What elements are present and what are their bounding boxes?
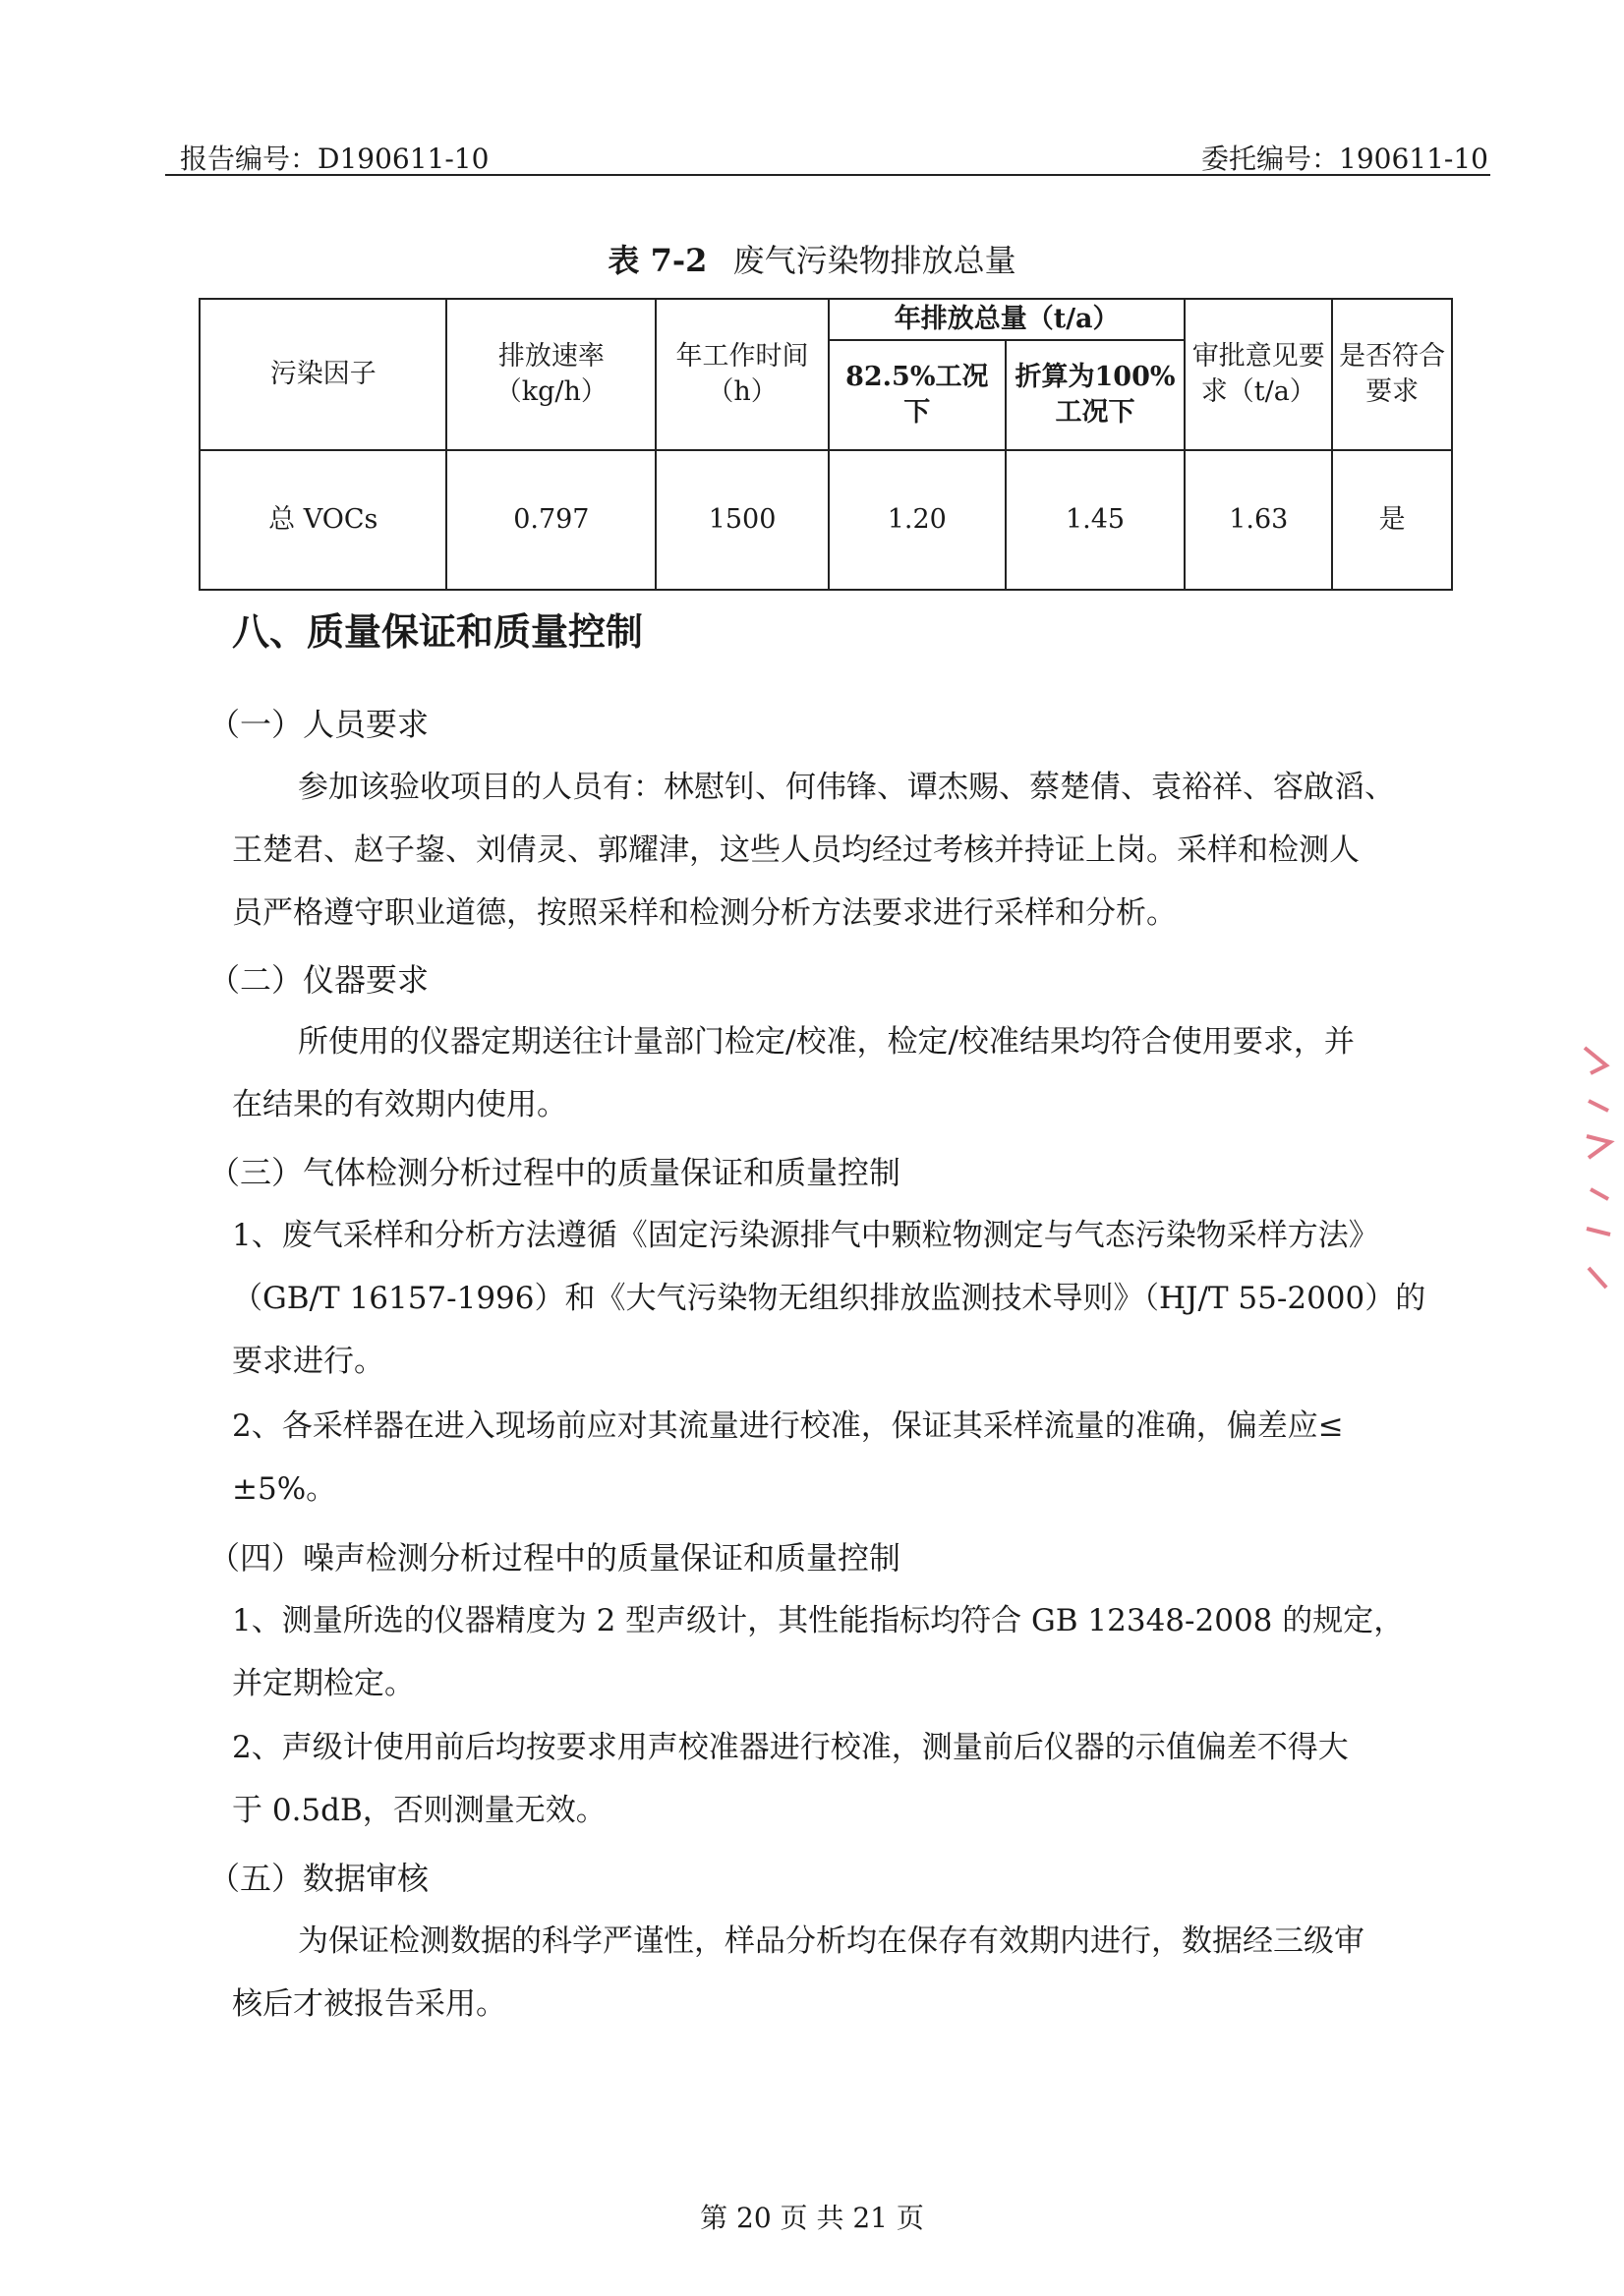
cell-compliant: 是 <box>1332 450 1452 590</box>
s1-line-2: 王楚君、赵子鋆、刘倩灵、郭耀津，这些人员均经过考核并持证上岗。采样和检测人 <box>232 832 1360 868</box>
th-hours: 年工作时间（h） <box>656 299 829 450</box>
th-sub-100: 折算为100%工况下 <box>1006 340 1186 450</box>
s2-line-1: 所使用的仪器定期送往计量部门检定/校准，检定/校准结果均符合使用要求，并 <box>298 1024 1355 1060</box>
table-caption <box>0 236 1624 281</box>
cell-rate: 0.797 <box>446 450 656 590</box>
th-compliant: 是否符合要求 <box>1332 299 1452 450</box>
s3-line-3: 要求进行。 <box>232 1344 384 1379</box>
s1-line-3: 员严格遵守职业道德，按照采样和检测分析方法要求进行采样和分析。 <box>232 895 1177 931</box>
s5-line-2: 核后才被报告采用。 <box>232 1986 506 2022</box>
th-total: 年排放总量（t/a） <box>829 299 1185 340</box>
s4-line-1: 1、测量所选的仪器精度为 2 型声级计，其性能指标均符合 GB 12348-2008 的规定， <box>232 1603 1405 1638</box>
commission-number: 委托编号：190611-10 <box>1201 143 1488 175</box>
th-sub-82: 82.5%工况下 <box>829 340 1006 450</box>
cell-approval: 1.63 <box>1185 450 1332 590</box>
s2-line-2: 在结果的有效期内使用。 <box>232 1087 567 1122</box>
s5-line-1: 为保证检测数据的科学严谨性，样品分析均在保存有效期内进行，数据经三级审 <box>298 1923 1364 1959</box>
page-number: 第 20 页 共 21 页 <box>700 2202 924 2234</box>
th-factor: 污染因子 <box>200 299 446 450</box>
cell-factor: 总 VOCs <box>200 450 446 590</box>
cell-hours: 1500 <box>656 450 829 590</box>
s4-line-3: 2、声级计使用前后均按要求用声校准器进行校准，测量前后仪器的示值偏差不得大 <box>232 1730 1349 1765</box>
s4-line-4: 于 0.5dB，否则测量无效。 <box>232 1793 607 1828</box>
th-approval: 审批意见要求（t/a） <box>1185 299 1332 450</box>
seal-stamp-fragment <box>1581 1042 1616 1297</box>
s3-line-2: （GB/T 16157-1996）和《大气污染物无组织排放监测技术导则》（HJ/T 55-2000）的 <box>232 1281 1426 1316</box>
s1-title: （一）人员要求 <box>208 706 430 743</box>
section-title: 八、质量保证和质量控制 <box>232 610 644 654</box>
table-title: 废气污染物排放总量 <box>732 242 1016 279</box>
s1-line-1: 参加该验收项目的人员有：林慰钊、何伟锋、谭杰赐、蔡楚倩、袁裕祥、容啟滔、 <box>298 770 1395 805</box>
s4-line-2: 并定期检定。 <box>232 1666 415 1701</box>
s3-title: （三）气体检测分析过程中的质量保证和质量控制 <box>208 1154 901 1191</box>
cell-total-100: 1.45 <box>1006 450 1186 590</box>
table-row <box>200 450 1452 590</box>
s3-line-5: ±5%。 <box>232 1471 337 1507</box>
s2-title: （二）仪器要求 <box>208 961 430 999</box>
th-rate: 排放速率（kg/h） <box>446 299 656 450</box>
table-header-row <box>200 299 1452 340</box>
cell-total-82: 1.20 <box>829 450 1006 590</box>
table-number: 表 7-2 <box>608 242 708 279</box>
s4-title: （四）噪声检测分析过程中的质量保证和质量控制 <box>208 1539 901 1577</box>
s3-line-4: 2、各采样器在进入现场前应对其流量进行校准，保证其采样流量的准确，偏差应≤ <box>232 1408 1344 1444</box>
s5-title: （五）数据审核 <box>208 1860 430 1897</box>
header-divider <box>165 174 1490 176</box>
s3-line-1: 1、废气采样和分析方法遵循《固定污染源排气中颗粒物测定与气态污染物采样方法》 <box>232 1218 1379 1253</box>
report-number: 报告编号：D190611-10 <box>180 143 490 175</box>
emission-table <box>199 298 1453 591</box>
